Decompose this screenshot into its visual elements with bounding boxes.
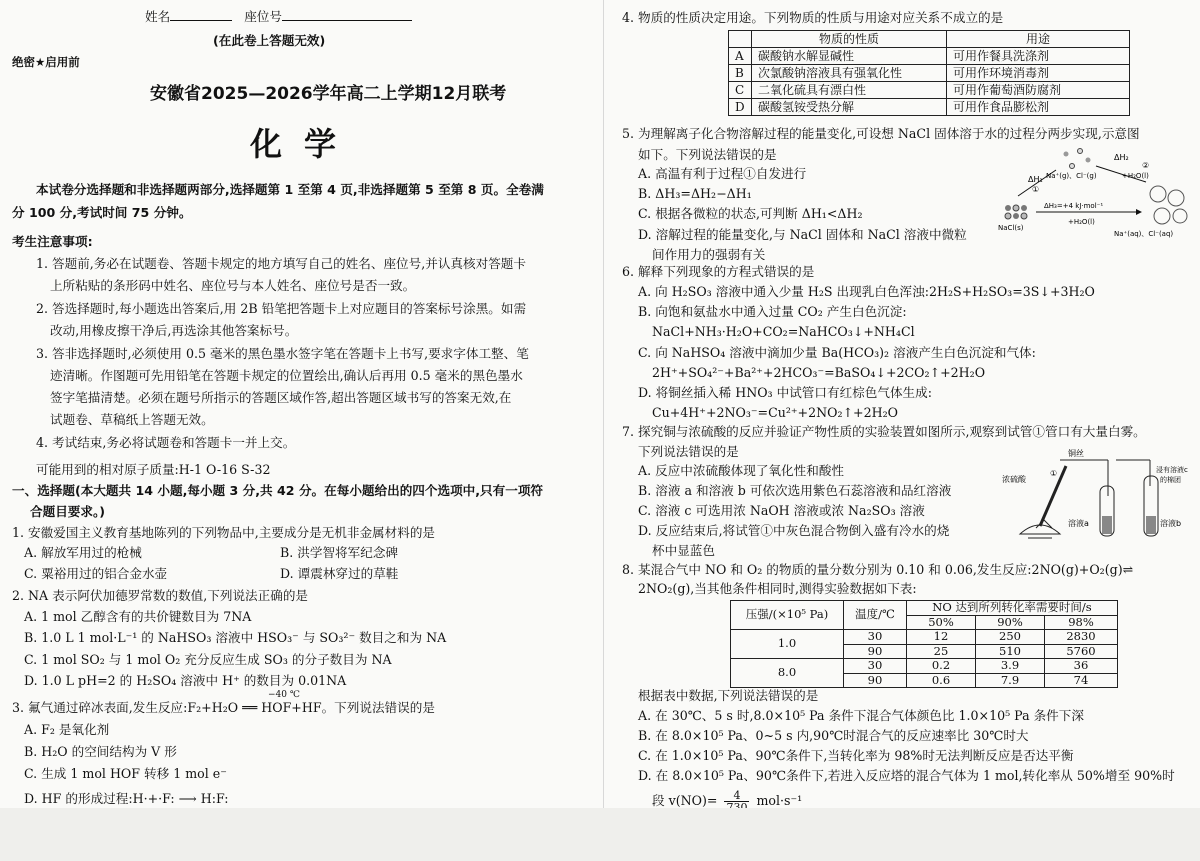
label-copper-wire: 铜丝: [1068, 449, 1084, 458]
q4-row-use: 可用作餐具洗涤剂: [947, 48, 1130, 65]
q8-cell: 90: [844, 644, 907, 659]
q8-cell: 0.6: [907, 673, 976, 688]
q3-option-a: A. F₂ 是氧化剂: [24, 722, 110, 737]
q3-condition: −40 ℃: [268, 690, 300, 700]
label-dh2: ΔH₂: [1114, 153, 1129, 162]
q8-option-d-1: D. 在 8.0×10⁵ Pa、90℃条件下,若进入反应塔的混合气体为 1 mol,转化率从 50%增至 90%时: [638, 768, 1175, 783]
column-divider: [603, 0, 604, 861]
q8-cell: 250: [976, 630, 1045, 645]
q8-cell: 0.2: [907, 659, 976, 674]
q8-option-a: A. 在 30℃、5 s 时,8.0×10⁵ Pa 条件下混合气体颜色比 1.0×10⁵ Pa 条件下深: [638, 708, 1084, 723]
q7-option-d-2: 杯中显蓝色: [652, 543, 715, 558]
label-aqueous: Na⁺(aq)、Cl⁻(aq): [1114, 230, 1174, 238]
flask-icon: [1020, 525, 1060, 534]
table-row: [729, 65, 1130, 82]
subject-title: 化学: [250, 125, 359, 163]
label-conc-acid: 浓硫酸: [1002, 475, 1026, 484]
q7-stem-2: 下列说法错误的是: [638, 444, 739, 459]
q7-option-c: C. 溶液 c 可选用浓 NaOH 溶液或浓 Na₂SO₃ 溶液: [638, 503, 925, 518]
notes-heading: 考生注意事项:: [12, 234, 93, 249]
page-footer-margin: [0, 808, 1200, 861]
label-step2: ②: [1142, 161, 1150, 170]
seat-blank: [282, 8, 412, 21]
q6-option-d-2: Cu+4H⁺+2NO₃⁻=Cu²⁺+2NO₂↑+2H₂O: [652, 405, 898, 420]
q4-row-property: 碳酸氢铵受热分解: [752, 99, 947, 116]
q6-stem: 6. 解释下列现象的方程式错误的是: [622, 264, 815, 279]
label-solution-b: 溶液b: [1160, 519, 1182, 528]
q4-row-property: 次氯酸钠溶液具有强氧化性: [752, 65, 947, 82]
nacl-dissolution-diagram: [996, 146, 1188, 238]
q3-option-d: D. HF 的形成过程:H·+·F: ⟶ H:F:: [24, 791, 229, 806]
q8-cell: 74: [1045, 673, 1118, 688]
q5-option-a: A. 高温有利于过程①自发进行: [638, 166, 807, 181]
q8-pressure-2: 8.0: [731, 659, 844, 688]
name-blank: [170, 8, 232, 21]
q8-cell: 90: [844, 673, 907, 688]
q8-cell: 25: [907, 644, 976, 659]
q6-option-d-1: D. 将铜丝插入稀 HNO₃ 中试管口有红棕色气体生成:: [638, 385, 932, 400]
label-cotton-2: 的棉团: [1160, 476, 1181, 484]
q2-option-b: B. 1.0 L 1 mol·L⁻¹ 的 NaHSO₃ 溶液中 HSO₃⁻ 与 SO₃²⁻ 数目之和为 NA: [24, 630, 447, 645]
q4-header-property: 物质的性质: [752, 31, 947, 48]
solution-b-fill: [1146, 516, 1156, 534]
exam-title: 安徽省2025—2026学年高二上学期12月联考: [150, 84, 507, 104]
q8-header-50: 50%: [907, 615, 976, 630]
q1-stem: 1. 安徽爱国主义教育基地陈列的下列物品中,主要成分是无机非金属材料的是: [12, 525, 436, 540]
q5-option-b: B. ΔH₃=ΔH₂−ΔH₁: [638, 186, 752, 201]
q5-option-d-1: D. 溶解过程的能量变化,与 NaCl 固体和 NaCl 溶液中微粒: [638, 227, 967, 242]
q4-header-use: 用途: [947, 31, 1130, 48]
table-row: [731, 630, 1118, 645]
gas-ions-icon: [1064, 149, 1091, 169]
q8-cell: 3.9: [976, 659, 1045, 674]
q5-stem-1: 5. 为理解离子化合物溶解过程的能量变化,可设想 NaCl 固体溶于水的过程分两步实现,示意图: [622, 126, 1140, 141]
label-step1: ①: [1032, 185, 1040, 194]
q8-cell: 12: [907, 630, 976, 645]
fraction-numerator: 4: [724, 790, 749, 802]
q8-pressure-1: 1.0: [731, 630, 844, 659]
apparatus-diagram: [1000, 446, 1190, 546]
q8-cell: 5760: [1045, 644, 1118, 659]
q1-option-b: B. 洪学智将军纪念碑: [280, 545, 399, 560]
q8-header-time: NO 达到所列转化率需要时间/s: [907, 601, 1118, 616]
q8-option-c: C. 在 1.0×10⁵ Pa、90℃条件下,当转化率为 98%时无法判断反应是否达平衡: [638, 748, 1074, 763]
q8-header-90: 90%: [976, 615, 1045, 630]
solid-lattice-icon: [1005, 205, 1027, 219]
table-row: [729, 48, 1130, 65]
note-2b: 改动,用橡皮擦干净后,再选涂其他答案标号。: [50, 323, 298, 338]
q8-header-98: 98%: [1045, 615, 1118, 630]
q3-stem: 3. 氟气通过碎冰表面,发生反应:F₂+H₂O ══ HOF+HF。下列说法错误的是: [12, 700, 435, 715]
q5-option-d-2: 间作用力的强弱有关: [652, 247, 766, 262]
note-2a: 2. 答选择题时,每小题选出答案后,用 2B 铅笔把答题卡上对应题目的答案标号涂黑。如需: [36, 301, 527, 316]
label-tube-1: ①: [1050, 469, 1058, 478]
q8-rate-label: 段 v(NO)=: [652, 793, 718, 808]
section1-line1: 一、选择题(本大题共 14 小题,每小题 3 分,共 42 分。在每小题给出的四个选项中,只有一项符: [12, 483, 544, 498]
hydrated-ions-icon: [1150, 186, 1187, 224]
q6-option-c-2: 2H⁺+SO₄²⁻+Ba²⁺+2HCO₃⁻=BaSO₄↓+2CO₂↑+2H₂O: [652, 365, 986, 380]
note-3d: 试题卷、草稿纸上答题无效。: [50, 412, 214, 427]
q8-stem-1: 8. 某混合气中 NO 和 O₂ 的物质的量分数分别为 0.10 和 0.06,发生反应:2NO(g)+O₂(g)⇌: [622, 562, 1134, 577]
note-3c: 签字笔描清楚。必须在题号所指示的答题区域作答,超出答题区域书写的答案无效,在: [50, 390, 512, 405]
section1-line2: 合题目要求。): [30, 504, 106, 519]
label-dh1: ΔH₁: [1028, 175, 1043, 184]
q8-cell: 30: [844, 630, 907, 645]
q5-option-c: C. 根据各微粒的状态,可判断 ΔH₁<ΔH₂: [638, 206, 863, 221]
q7-stem-1: 7. 探究铜与浓硫酸的反应并验证产物性质的实验装置如图所示,观察到试管①管口有大量白雾。: [622, 424, 1146, 439]
q7-option-a: A. 反应中浓硫酸体现了氧化性和酸性: [638, 463, 845, 478]
q4-row-key: A: [729, 48, 752, 65]
q2-option-a: A. 1 mol 乙醇含有的共价键数目为 7NA: [24, 609, 252, 624]
label-solid: NaCl(s): [998, 224, 1024, 232]
q8-cell: 30: [844, 659, 907, 674]
q8-option-b: B. 在 8.0×10⁵ Pa、0~5 s 内,90℃时混合气的反应速率比 30℃时大: [638, 728, 1029, 743]
note-3b: 迹清晰。作图题可先用铅笔在答题卡规定的位置绘出,确认后再用 0.5 毫米的黑色墨水: [50, 368, 523, 383]
q2-option-c: C. 1 mol SO₂ 与 1 mol O₂ 充分反应生成 SO₃ 的分子数目为 NA: [24, 652, 392, 667]
label-solution-a: 溶液a: [1068, 519, 1089, 528]
q4-table-header: [729, 31, 1130, 48]
q2-stem: 2. NA 表示阿伏加德罗常数的数值,下列说法正确的是: [12, 588, 309, 603]
name-label: 姓名: [145, 9, 171, 24]
q8-question: 根据表中数据,下列说法错误的是: [638, 688, 819, 703]
q1-option-a: A. 解放军用过的枪械: [24, 545, 142, 560]
q8-table: [730, 600, 1118, 688]
q8-header-row: [731, 601, 1118, 616]
q8-cell: 7.9: [976, 673, 1045, 688]
atomic-masses: 可能用到的相对原子质量:H-1 O-16 S-32: [36, 462, 271, 477]
q6-option-c-1: C. 向 NaHSO₄ 溶液中滴加少量 Ba(HCO₃)₂ 溶液产生白色沉淀和气体:: [638, 345, 1036, 360]
label-cotton-1: 浸有溶液c: [1156, 466, 1188, 474]
q6-option-b-1: B. 向饱和氨盐水中通入过量 CO₂ 产生白色沉淀:: [638, 304, 907, 319]
q3-option-c: C. 生成 1 mol HOF 转移 1 mol e⁻: [24, 766, 227, 781]
table-row: [729, 82, 1130, 99]
label-water-2: +H₂O(l): [1068, 218, 1095, 226]
label-gas-ions: Na⁺(g)、Cl⁻(g): [1046, 172, 1097, 180]
table-row: [731, 659, 1118, 674]
q8-cell: 510: [976, 644, 1045, 659]
q8-cell: 2830: [1045, 630, 1118, 645]
intro-line-2: 分 100 分,考试时间 75 分钟。: [12, 205, 192, 220]
q8-header-temperature: 温度/℃: [844, 601, 907, 630]
q3-option-b: B. H₂O 的空间结构为 V 形: [24, 744, 177, 759]
seat-label: 座位号: [244, 9, 282, 24]
q5-stem-2: 如下。下列说法错误的是: [638, 147, 777, 162]
intro-line-1: 本试卷分选择题和非选择题两部分,选择题第 1 至第 4 页,非选择题第 5 至第 8 页。全卷满: [36, 182, 544, 197]
q4-row-use: 可用作环境消毒剂: [947, 65, 1130, 82]
q4-table: [728, 30, 1130, 116]
q4-row-key: C: [729, 82, 752, 99]
table-row: [729, 99, 1130, 116]
q4-row-property: 碳酸钠水解显碱性: [752, 48, 947, 65]
q1-option-d: D. 谭震林穿过的草鞋: [280, 566, 399, 581]
q4-row-key: B: [729, 65, 752, 82]
arrow-head-icon: [1136, 209, 1142, 215]
note-4: 4. 考试结束,务必将试题卷和答题卡一并上交。: [36, 435, 296, 450]
q1-option-c: C. 粟裕用过的铝合金水壶: [24, 566, 168, 581]
q8-stem-2: 2NO₂(g),当其他条件相同时,测得实验数据如下表:: [638, 581, 917, 596]
note-1a: 1. 答题前,务必在试题卷、答题卡规定的地方填写自己的姓名、座位号,并认真核对答题卡: [36, 256, 526, 271]
note-3a: 3. 答非选择题时,必须使用 0.5 毫米的黑色墨水签字笔在答题卡上书写,要求字体工整、笔: [36, 346, 529, 361]
q8-header-pressure: 压强/(×10⁵ Pa): [731, 601, 844, 630]
q2-option-d: D. 1.0 L pH=2 的 H₂SO₄ 溶液中 H⁺ 的数目为 0.01NA: [24, 673, 347, 688]
q4-row-use: 可用作食品膨松剂: [947, 99, 1130, 116]
q8-rate-unit: mol·s⁻¹: [756, 793, 803, 808]
secret-label: 绝密★启用前: [12, 55, 80, 69]
q4-stem: 4. 物质的性质决定用途。下列物质的性质与用途对应关系不成立的是: [622, 10, 1004, 25]
name-seat-line: [145, 8, 412, 25]
note-1b: 上所粘贴的条形码中姓名、座位号与本人姓名、座位号是否一致。: [50, 278, 416, 293]
q8-cell: 36: [1045, 659, 1118, 674]
q4-row-property: 二氧化硫具有漂白性: [752, 82, 947, 99]
invalid-note: (在此卷上答题无效): [213, 33, 326, 48]
q4-row-use: 可用作葡萄酒防腐剂: [947, 82, 1130, 99]
q7-option-b: B. 溶液 a 和溶液 b 可依次选用紫色石蕊溶液和品红溶液: [638, 483, 952, 498]
q7-option-d-1: D. 反应结束后,将试管①中灰色混合物倒入盛有冷水的烧: [638, 523, 950, 538]
q6-option-a: A. 向 H₂SO₃ 溶液中通入少量 H₂S 出现乳白色浑浊:2H₂S+H₂SO₃=3S↓+3H₂O: [638, 284, 1095, 299]
label-water-1: +H₂O(l): [1122, 172, 1149, 180]
q4-row-key: D: [729, 99, 752, 116]
q6-option-b-2: NaCl+NH₃·H₂O+CO₂=NaHCO₃↓+NH₄Cl: [652, 324, 915, 339]
label-dh3: ΔH₃=+4 kJ·mol⁻¹: [1044, 202, 1104, 210]
solution-a-fill: [1102, 516, 1112, 534]
